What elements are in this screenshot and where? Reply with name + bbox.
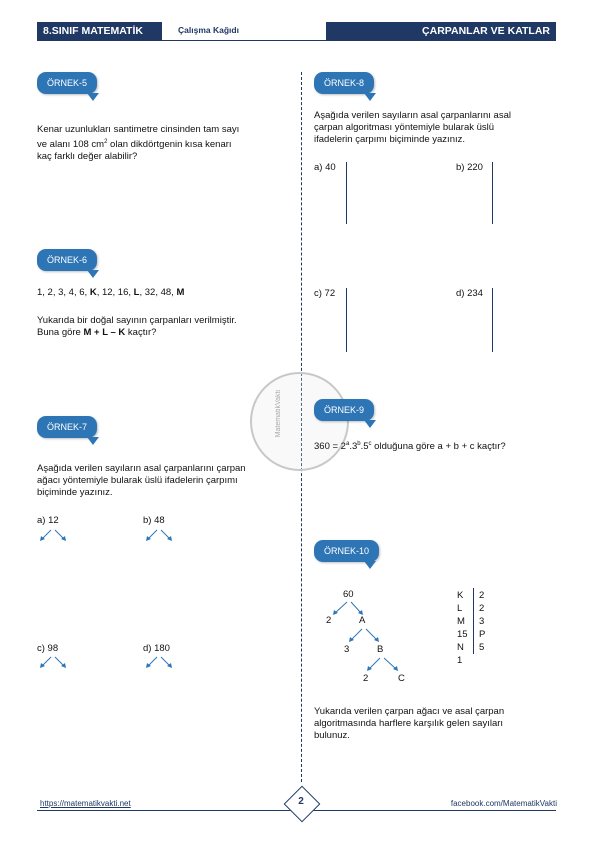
watermark-text: MatematikVakti	[275, 390, 282, 438]
example-6-sequence	[37, 287, 184, 299]
example-9-t4: olduğuna göre a + b + c kaçtır?	[371, 441, 506, 453]
algorithm-right-1: 2	[479, 590, 485, 601]
example-8-line2: çarpan algoritması yöntemiyle bularak üslü	[314, 122, 495, 133]
example-9-t1: 360 = 2	[314, 441, 346, 453]
example-5-line2a: ve alanı 108 cm	[37, 139, 105, 151]
example-6-expression: M + L – K	[83, 327, 126, 338]
header-worksheet-label: Çalışma Kağıdı	[178, 25, 239, 35]
example-8-badge: ÖRNEK-8	[314, 72, 374, 94]
algorithm-left-m: M	[457, 616, 465, 627]
tree-node-3: 3	[344, 644, 350, 655]
algorithm-left-1: 1	[457, 655, 463, 666]
example-7-item-a: a) 12	[37, 515, 59, 526]
example-7-item-d: d) 180	[143, 643, 170, 654]
footer-website-link[interactable]: https://matematikvakti.net	[40, 799, 131, 808]
example-7-tree-arrows-a	[37, 528, 73, 542]
header-divider	[37, 40, 556, 41]
algorithm-left-k: K	[457, 590, 464, 601]
example-8-item-c: c) 72	[314, 288, 336, 299]
example-5-line2-superscript: 2	[104, 139, 108, 145]
example-8-line1: Aşağıda verilen sayıların asal çarpanlarını asal	[314, 110, 511, 121]
watermark-logo	[250, 372, 349, 471]
example-6-k: K	[89, 287, 97, 298]
tree-node-2b: 2	[363, 673, 369, 684]
algorithm-divider	[473, 588, 474, 654]
algorithm-left-l: L	[457, 603, 463, 614]
example-8-item-d: d) 234	[456, 288, 483, 299]
example-5-line1: Kenar uzunlukları santimetre cinsinden tam sayı	[37, 124, 240, 135]
example-10-line2: algoritmasında harflere karşılık gelen sayıları	[314, 718, 504, 729]
example-7-question	[37, 463, 287, 499]
example-5-question	[37, 124, 287, 163]
tree-root: 60	[343, 589, 354, 600]
example-10-line3: bulunuz.	[314, 730, 350, 741]
example-6-seq-part3: , 32, 48,	[139, 287, 177, 298]
example-6-line2a: Buna göre	[37, 327, 84, 338]
example-7-tree-arrows-b	[143, 528, 179, 542]
example-8-algorithm-line-c	[346, 288, 347, 352]
example-9-t3: .5	[360, 441, 369, 453]
example-9-question	[314, 438, 506, 453]
example-10-question	[314, 706, 554, 742]
example-7-line3: biçiminde yazınız.	[37, 487, 113, 498]
example-6-seq-part2: , 12, 16,	[96, 287, 134, 298]
example-5-line2	[37, 136, 287, 151]
example-7-badge: ÖRNEK-7	[37, 416, 97, 438]
example-7-tree-arrows-d	[143, 655, 179, 669]
example-6-badge: ÖRNEK-6	[37, 249, 97, 271]
example-8-algorithm-line-a	[346, 162, 347, 224]
example-5-line3: kaç farklı değer alabilir?	[37, 151, 138, 163]
example-8-algorithm-line-d	[492, 288, 493, 352]
algorithm-right-p: P	[479, 629, 486, 640]
example-5-line2b: olan dikdörtgenin kısa kenarı	[107, 139, 232, 151]
algorithm-left-n: N	[457, 642, 464, 653]
header-subject: 8.SINIF MATEMATİK	[37, 22, 162, 40]
example-6-line2	[37, 327, 287, 339]
example-6-seq-part1: 1, 2, 3, 4, 6,	[37, 287, 90, 298]
example-6-m: M	[176, 287, 185, 298]
example-8-line3: ifadelerin çarpımı biçiminde yazınız.	[314, 134, 466, 145]
tree-node-a: A	[359, 615, 366, 626]
tree-node-c: C	[398, 673, 405, 684]
algorithm-left-15: 15	[457, 629, 468, 640]
example-7-item-b: b) 48	[143, 515, 165, 526]
example-5-badge: ÖRNEK-5	[37, 72, 97, 94]
example-7-line1: Aşağıda verilen sayıların asal çarpanlarını çarpan	[37, 463, 246, 474]
example-9-t2: .3	[349, 441, 358, 453]
example-7-item-c: c) 98	[37, 643, 59, 654]
example-8-algorithm-line-b	[492, 162, 493, 224]
example-7-line2: ağacı yöntemiyle bularak üslü ifadelerin çarpımı	[37, 475, 238, 486]
algorithm-right-5: 5	[479, 642, 485, 653]
example-8-question	[314, 110, 554, 146]
tree-node-b: B	[377, 644, 384, 655]
example-8-item-a: a) 40	[314, 162, 336, 173]
example-9-exp-b: b	[357, 441, 361, 447]
example-7-tree-arrows-c	[37, 655, 73, 669]
example-6-l: L	[133, 287, 140, 298]
algorithm-right-column	[479, 589, 485, 654]
header-topic: ÇARPANLAR VE KATLAR	[326, 22, 556, 40]
example-8-item-b: b) 220	[456, 162, 483, 173]
example-9-exp-a: a	[345, 441, 350, 447]
example-9-exp-c: c	[368, 441, 372, 447]
algorithm-right-3: 3	[479, 616, 485, 627]
example-10-badge: ÖRNEK-10	[314, 540, 379, 562]
page-number: 2	[298, 796, 304, 807]
algorithm-left-column	[457, 589, 468, 667]
example-9-badge: ÖRNEK-9	[314, 399, 374, 421]
tree-node-2: 2	[326, 615, 332, 626]
algorithm-right-2: 2	[479, 603, 485, 614]
factor-tree-arrows	[320, 600, 420, 675]
example-10-line1: Yukarıda verilen çarpan ağacı ve asal çarpan	[314, 706, 505, 717]
example-6-line1: Yukarıda bir doğal sayının çarpanları verilmiştir.	[37, 315, 237, 326]
example-6-question	[37, 315, 287, 339]
footer-facebook-link[interactable]: facebook.com/MatematikVakti	[450, 799, 557, 808]
example-6-line2c: kaçtır?	[125, 327, 157, 338]
